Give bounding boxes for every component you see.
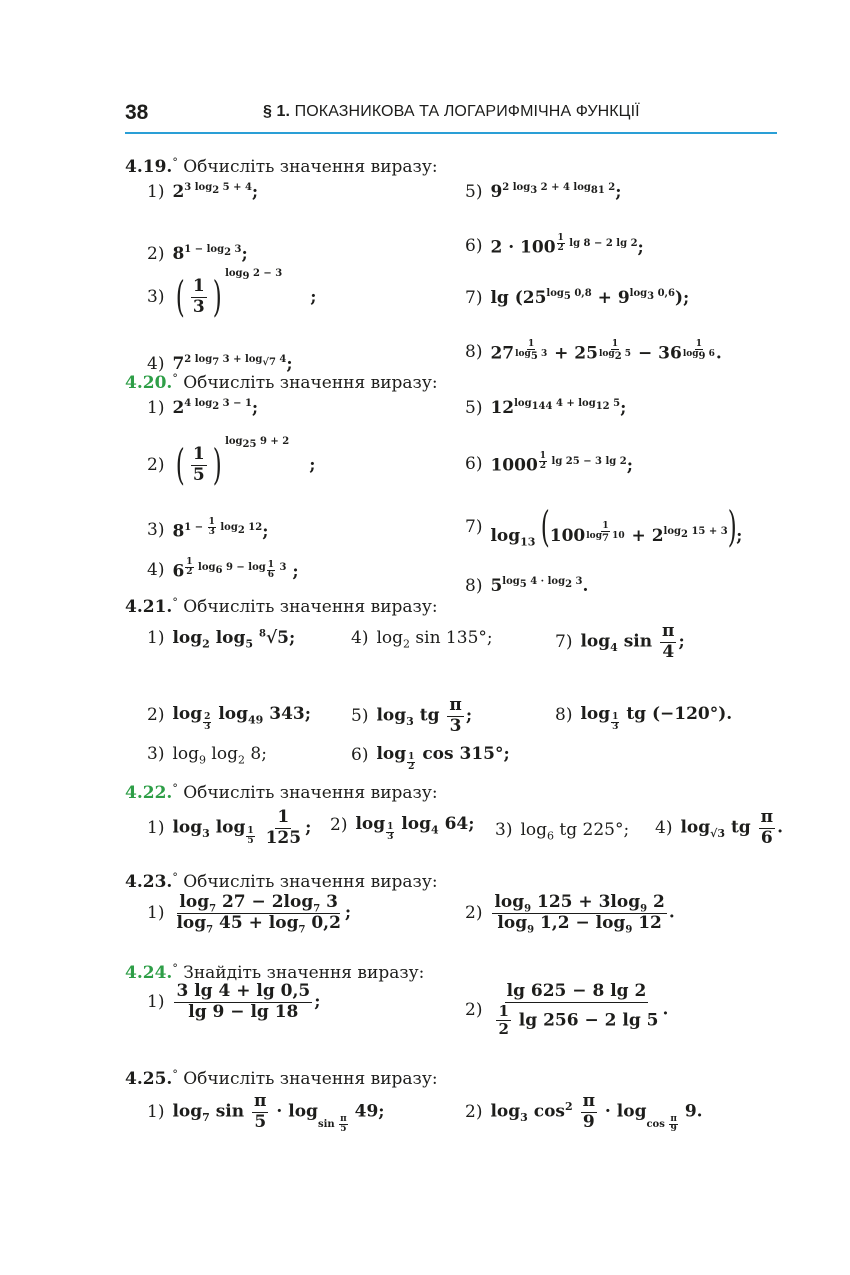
expression-item: 8) $5^{log_5 4 \cdot log_2 3}$. bbox=[465, 576, 589, 596]
expression-item: 7) $\log_4 \sin$ $\frac{\pi}{4}$ ; bbox=[555, 621, 685, 662]
problem-title bbox=[125, 1064, 785, 1088]
problem-number: 4.24. bbox=[125, 963, 173, 983]
problem-title bbox=[125, 152, 785, 176]
expression-item: 2) $8^{1 - log_2 3}$; bbox=[147, 244, 248, 264]
difficulty-mark: ° bbox=[172, 782, 178, 795]
problem-title bbox=[125, 368, 785, 392]
expression-item: 5) $12^{log_{144} 4 + log_{12} 5}$; bbox=[465, 398, 627, 418]
expression-item: 1) $\log_3 \log$ $_{\frac{1}{5}}$ $\frac{1}{125}$ ; bbox=[147, 807, 312, 848]
problem-number: 4.20. bbox=[125, 373, 173, 393]
difficulty-mark: ° bbox=[172, 372, 178, 385]
problem-4-21 bbox=[125, 592, 785, 772]
expression-item: 6) 1000 $^{\frac{1}{2} lg 25 - 3 lg 2}$; bbox=[465, 451, 634, 476]
expression-item: 5) $\log_3$ tg $\frac{\pi}{3}$ ; bbox=[351, 695, 473, 736]
expression-item: 2) lg 625 − 8 lg 2 $\frac{1}{2}$ lg 256 − 2 lg 5 . bbox=[465, 981, 669, 1038]
expression-item: 4) $\log_2 \sin 135^\circ$; bbox=[351, 628, 493, 651]
problem-text: Обчисліть значення виразу: bbox=[183, 373, 438, 393]
problem-text: Обчисліть значення виразу: bbox=[183, 872, 438, 892]
expression-item: 4) $\log_{√3}$ tg $\frac{\pi}{6}$ . bbox=[655, 807, 783, 848]
expression-item: 1) $2^{3 log_2 5 + 4}$; bbox=[147, 182, 259, 202]
expression-item: 3) $8^{1 - \frac{1}{3} log_2 12}$; bbox=[147, 517, 269, 542]
expression-item: 1) $\log_2 \log_5 ^8√5$; bbox=[147, 628, 296, 651]
problem-4-19 bbox=[125, 152, 785, 374]
difficulty-mark: ° bbox=[172, 156, 178, 169]
problem-title bbox=[125, 778, 785, 802]
problem-text: Обчисліть значення виразу: bbox=[183, 1069, 438, 1089]
chapter-name: ПОКАЗНИКОВА ТА ЛОГАРИФМІЧНА ФУНКЦІЇ bbox=[294, 103, 640, 120]
chapter-title bbox=[263, 103, 640, 121]
expression-item: 1) $\frac{\log_7 27 - 2\log_7 3}{\log_7 45 + \log_7 0,2}$ ; bbox=[147, 892, 352, 935]
problem-4-25 bbox=[125, 1064, 785, 1134]
problem-4-24 bbox=[125, 958, 785, 1038]
problem-number: 4.22. bbox=[125, 783, 173, 803]
expression-item: 2) $\frac{\log_9 125 + 3\log_9 2}{\log_9 1,2 - \log_9 12}$ . bbox=[465, 892, 675, 935]
difficulty-mark: ° bbox=[172, 962, 178, 975]
difficulty-mark: ° bbox=[172, 596, 178, 609]
problem-4-23 bbox=[125, 867, 785, 935]
expression-item: 5) $9^{2 log_3 2 + 4 log_{81} 2}$; bbox=[465, 182, 622, 202]
problem-title bbox=[125, 867, 785, 891]
page-header bbox=[125, 98, 777, 134]
problem-text: Обчисліть значення виразу: bbox=[183, 783, 438, 803]
expression-item: 8) log $_{\frac{1}{3}}$ tg (−120°). bbox=[555, 704, 733, 732]
expression-item: 7) $\lg (25^{log_5 0,8} + 9^{log_3 0,6})$; bbox=[465, 288, 690, 308]
problem-title bbox=[125, 592, 785, 616]
difficulty-mark: ° bbox=[172, 1068, 178, 1081]
problem-4-20 bbox=[125, 368, 785, 596]
problem-title bbox=[125, 958, 785, 982]
expression-item: 2) log $_{\frac{1}{3}}$ $\log_4 64$; bbox=[330, 814, 475, 842]
expression-item: 3) $\log_6$ tg 225°; bbox=[495, 820, 630, 843]
page-number: 38 bbox=[125, 101, 149, 124]
problem-text: Обчисліть значення виразу: bbox=[183, 157, 438, 177]
problem-number: 4.19. bbox=[125, 157, 173, 177]
expression-item: 1) $2^{4 log_2 3 - 1}$; bbox=[147, 398, 259, 418]
problem-number: 4.21. bbox=[125, 597, 173, 617]
problem-number: 4.25. bbox=[125, 1069, 173, 1089]
expression-item: 3) ( $\frac{1}{3}$ ) $^{log_9 2 - 3}$ ; bbox=[147, 267, 317, 321]
chapter-prefix: § 1. bbox=[263, 103, 291, 120]
expression-item: 3) $\log_9 \log_2 8$; bbox=[147, 744, 267, 767]
expression-item: 1) $\frac{3 \lg 4 + \lg 0,5}{\lg 9 - \lg 18}$ ; bbox=[147, 981, 321, 1022]
expression-item: 2) $\log_3 \cos^2$ $\frac{\pi}{9}$ · $\log_{cos \frac{\pi}{9}}$ 9. bbox=[465, 1091, 703, 1134]
expression-item: 7) $\log_{13} (100$ $^{\frac{1}{\log_7 10}}$ + $2^{log_2 15 + 3}$); bbox=[465, 502, 743, 551]
expression-item: 6) log $_{\frac{1}{2}}$ cos 315°; bbox=[351, 744, 510, 772]
expression-item: 2) ( $\frac{1}{5}$ ) $^{log_{25} 9 + 2}$ ; bbox=[147, 435, 316, 489]
problem-4-22 bbox=[125, 778, 785, 848]
expression-item: 4) $7^{2 log_7 3 + log_{√7} 4}$; bbox=[147, 354, 293, 374]
difficulty-mark: ° bbox=[172, 871, 178, 884]
problem-number: 4.23. bbox=[125, 872, 173, 892]
expression-item: 6) 2 · 100 $^{\frac{1}{2} lg 8 - 2 lg 2}$; bbox=[465, 233, 644, 258]
problem-text: Обчисліть значення виразу: bbox=[183, 597, 438, 617]
expression-item: 1) $\log_7 \sin$ $\frac{\pi}{5}$ · $\log_{sin \frac{\pi}{5}}$ 49; bbox=[147, 1091, 385, 1134]
expression-item: 4) 6 $^{\frac{1}{2} log_6 9 - log _{\frac{1}{6}} 3}$ ; bbox=[147, 557, 299, 582]
expression-item: 2) log $_{\frac{2}{3}}$ $\log_{49} 343$; bbox=[147, 704, 312, 732]
expression-item: 8) 27 $^{\frac{1}{\log_5 3}}$ + 25 $^{\frac{1}{\log_2 5}}$ − 36 $^{\frac{1}{\log_9 6}}$ . bbox=[465, 339, 722, 364]
problem-text: Знайдіть значення виразу: bbox=[183, 963, 425, 983]
